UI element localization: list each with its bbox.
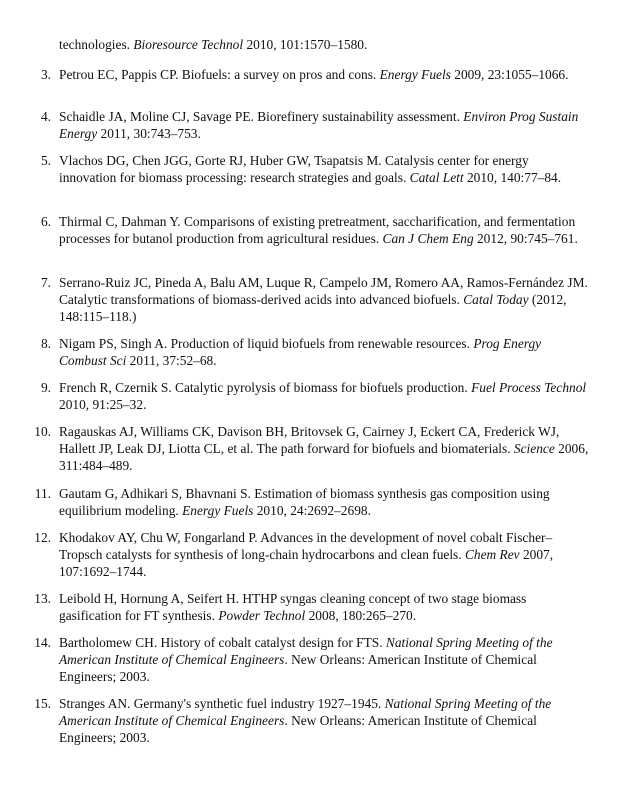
reference-number: 15. [34, 696, 51, 711]
reference-number: 9. [40, 380, 51, 395]
reference-text [59, 274, 589, 325]
reference-tail: 2008, 180:265–270. [305, 608, 417, 623]
reference-text [59, 485, 589, 519]
reference-number: 8. [40, 336, 51, 351]
reference-number: 14. [34, 635, 51, 650]
reference-journal: Energy Fuels [182, 503, 254, 518]
reference-text [59, 423, 589, 474]
reference-tail: 2009, 23:1055–1066. [450, 67, 569, 82]
reference-journal: Catal Today [463, 292, 529, 307]
reference-text [59, 590, 589, 624]
reference-text [59, 379, 589, 413]
reference-authors: Stranges AN. Germany's synthetic fuel industry 1927–1945. [59, 696, 385, 711]
continuation-tail: 2010, 101:1570–1580. [243, 37, 368, 52]
reference-text [59, 108, 589, 142]
reference-authors: Thirmal C, Dahman Y. Comparisons of existing pretreatment, saccharification, and fermentation processes for butanol production from agricultural residues. [59, 214, 576, 246]
reference-tail: 2012, 90:745–761. [473, 231, 578, 246]
reference-journal: Fuel Process Technol [471, 380, 587, 395]
reference-journal: Prog Energy Combust Sci [59, 336, 542, 368]
reference-authors: French R, Czernik S. Catalytic pyrolysis of biomass for biofuels production. [59, 380, 472, 395]
reference-text [59, 66, 589, 83]
reference-authors: Bartholomew CH. History of cobalt catalyst design for FTS. [59, 635, 386, 650]
reference-authors: Petrou EC, Pappis CP. Biofuels: a survey on pros and cons. [59, 67, 380, 82]
reference-journal: Chem Rev [464, 547, 520, 562]
continuation-text: technologies. [59, 37, 134, 52]
reference-authors: Vlachos DG, Chen JGG, Gorte RJ, Huber GW, Tsapatsis M. Catalysis center for energy innovation for biomass processing: research strategies and goals. [59, 153, 529, 185]
reference-authors: Schaidle JA, Moline CJ, Savage PE. Biorefinery sustainability assessment. [59, 109, 464, 124]
reference-continuation [59, 36, 589, 53]
reference-authors: Khodakov AY, Chu W, Fongarland P. Advances in the development of novel cobalt Fischer–Tropsch catalysts for synthesis of long-chain hydrocarbons and clean fuels. [59, 530, 553, 562]
reference-tail: 2006, 311:484–489. [59, 441, 589, 473]
reference-tail: . New Orleans: American Institute of Chemical Engineers; 2003. [59, 713, 537, 745]
reference-number: 12. [34, 530, 51, 545]
reference-authors: Nigam PS, Singh A. Production of liquid biofuels from renewable resources. [59, 336, 474, 351]
reference-authors: Gautam G, Adhikari S, Bhavnani S. Estimation of biomass synthesis gas composition using equilibrium modeling. [59, 486, 550, 518]
reference-number: 4. [40, 109, 51, 124]
reference-tail: 2010, 24:2692–2698. [253, 503, 371, 518]
reference-journal: National Spring Meeting of the American Institute of Chemical Engineers [59, 696, 552, 728]
reference-journal: Science [513, 441, 555, 456]
reference-tail: (2012, 148:115–118.) [59, 292, 567, 324]
reference-journal: Powder Technol [218, 608, 306, 623]
reference-text [59, 152, 589, 186]
reference-authors: Ragauskas AJ, Williams CK, Davison BH, Britovsek G, Cairney J, Eckert CA, Frederick WJ, Hallett JP, Leak DJ, Liotta CL, et al. The path forward for biofuels and biomaterials. [59, 424, 560, 456]
reference-tail: 2010, 91:25–32. [59, 397, 147, 412]
reference-number: 7. [40, 275, 51, 290]
reference-tail: 2011, 37:52–68. [126, 353, 217, 368]
reference-number: 11. [34, 486, 51, 501]
reference-number: 5. [40, 153, 51, 168]
reference-journal: Energy Fuels [379, 67, 451, 82]
continuation-journal: Bioresource Technol [133, 37, 244, 52]
reference-number: 13. [34, 591, 51, 606]
reference-number: 6. [40, 214, 51, 229]
reference-text [59, 634, 589, 685]
reference-tail: 2010, 140:77–84. [463, 170, 562, 185]
reference-journal: Catal Lett [409, 170, 464, 185]
reference-tail: 2011, 30:743–753. [97, 126, 201, 141]
reference-tail: 2007, 107:1692–1744. [59, 547, 554, 579]
reference-text [59, 213, 589, 247]
reference-text [59, 695, 589, 746]
reference-journal: Can J Chem Eng [382, 231, 474, 246]
reference-text [59, 335, 589, 369]
reference-text [59, 529, 589, 580]
reference-journal: Environ Prog Sustain Energy [59, 109, 579, 141]
reference-number: 3. [40, 67, 51, 82]
reference-tail: . New Orleans: American Institute of Chemical Engineers; 2003. [59, 652, 537, 684]
reference-journal: National Spring Meeting of the American Institute of Chemical Engineers [59, 635, 553, 667]
reference-number: 10. [34, 424, 51, 439]
reference-authors: Leibold H, Hornung A, Seifert H. HTHP syngas cleaning concept of two stage biomass gasification for FT synthesis. [59, 591, 527, 623]
reference-authors: Serrano-Ruiz JC, Pineda A, Balu AM, Luque R, Campelo JM, Romero AA, Ramos-Fernández JM. Catalytic transformations of biomass-derived acids into advanced biofuels. [59, 275, 588, 307]
